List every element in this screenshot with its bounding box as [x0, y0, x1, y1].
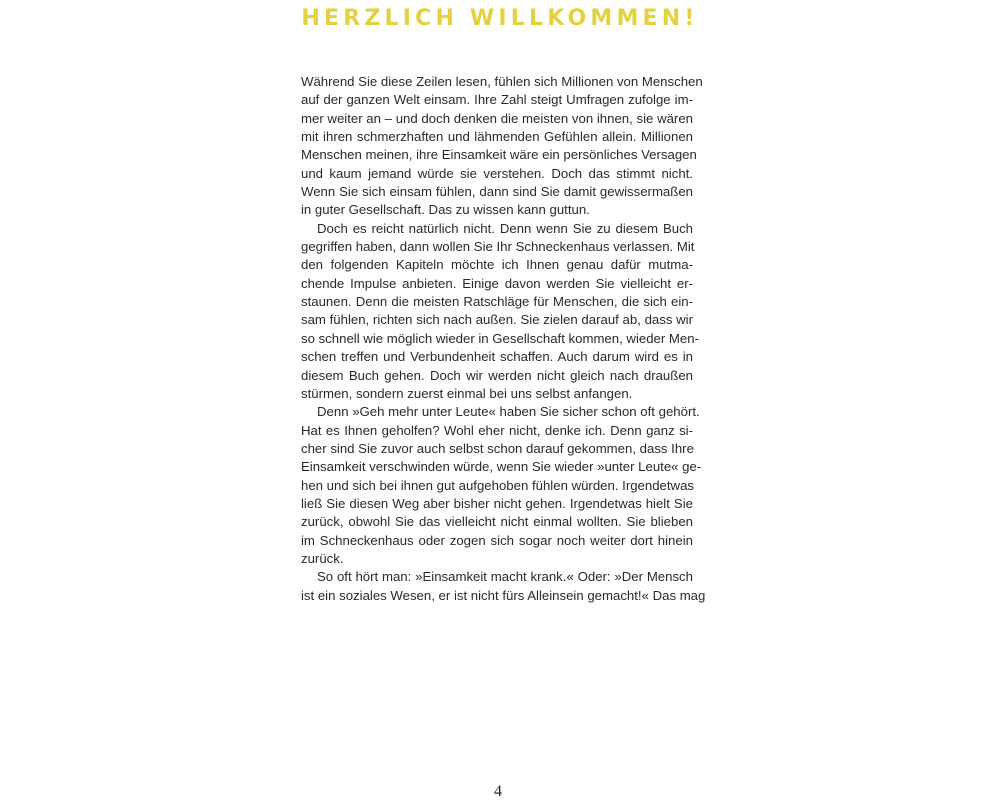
paragraph [301, 403, 702, 568]
text-line: Hat es Ihnen geholfen? Wohl eher nicht, denke ich. Denn ganz si- [301, 422, 693, 438]
text-line: auf der ganzen Welt einsam. Ihre Zahl steigt Umfragen zufolge im- [301, 92, 693, 108]
paragraph [301, 220, 699, 403]
text-line: diesem Buch gehen. Doch wir werden nicht gleich nach draußen [301, 367, 693, 383]
text-line: Doch es reicht natürlich nicht. Denn wenn Sie zu diesem Buch [317, 220, 693, 236]
text-line: Während Sie diese Zeilen lesen, fühlen sich Millionen von Menschen [301, 74, 703, 89]
text-line: ist ein soziales Wesen, er ist nicht fürs Alleinsein gemacht!« Das mag [301, 587, 706, 603]
text-line: so schnell wie möglich wieder in Gesellschaft kommen, wieder Men- [301, 330, 699, 346]
text-line: zurück. [301, 550, 344, 566]
text-line: Einsamkeit verschwinden würde, wenn Sie wieder »unter Leute« ge- [301, 459, 702, 475]
text-line: Denn »Geh mehr unter Leute« haben Sie sicher schon oft gehört. [317, 404, 700, 420]
text-line: cher sind Sie zuvor auch selbst schon darauf gekommen, dass Ihre [301, 440, 694, 456]
text-line: sam fühlen, richten sich nach außen. Sie zielen darauf ab, dass wir [301, 312, 693, 328]
text-line: mit ihren schmerzhaften und lähmenden Gefühlen allein. Millionen [301, 129, 693, 145]
text-line: im Schneckenhaus oder zogen sich sogar noch weiter dort hinein [301, 532, 693, 548]
text-line: chende Impulse anbieten. Einige davon werden Sie vielleicht er- [301, 275, 693, 291]
text-line: den folgenden Kapiteln möchte ich Ihnen genau dafür mutma- [301, 257, 693, 273]
text-line: stürmen, sondern zuerst einmal bei uns selbst anfangen. [301, 385, 633, 401]
text-line: zurück, obwohl Sie das vielleicht nicht einmal wollten. Sie blieben [301, 514, 693, 530]
text-line: mer weiter an – und doch denken die meisten von ihnen, sie wären [301, 110, 693, 126]
text-line: Menschen meinen, ihre Einsamkeit wäre ein persönliches Versagen [301, 147, 697, 163]
text-line: gegriffen haben, dann wollen Sie Ihr Schneckenhaus verlassen. Mit [301, 239, 695, 255]
text-line: hen und sich bei ihnen gut aufgehoben fühlen würden. Irgendetwas [301, 477, 694, 493]
text-line: schen treffen und Verbundenheit schaffen. Auch darum wird es in [301, 349, 693, 365]
paragraph [301, 73, 703, 220]
text-line: Wenn Sie sich einsam fühlen, dann sind Sie damit gewissermaßen [301, 184, 693, 200]
paragraph [301, 568, 706, 605]
text-line: ließ Sie diesen Weg aber bisher nicht gehen. Irgendetwas hielt Sie [301, 495, 693, 511]
text-line: in guter Gesellschaft. Das zu wissen kann guttun. [301, 202, 590, 218]
chapter-title: HERZLICH WILLKOMMEN! [301, 6, 699, 31]
page-number: 4 [494, 783, 502, 800]
text-line: So oft hört man: »Einsamkeit macht krank.« Oder: »Der Mensch [317, 569, 693, 585]
text-line: staunen. Denn die meisten Ratschläge für Menschen, die sich ein- [301, 294, 693, 310]
body-text [301, 73, 706, 605]
text-line: und kaum jemand würde sie verstehen. Doch das stimmt nicht. [301, 165, 693, 181]
